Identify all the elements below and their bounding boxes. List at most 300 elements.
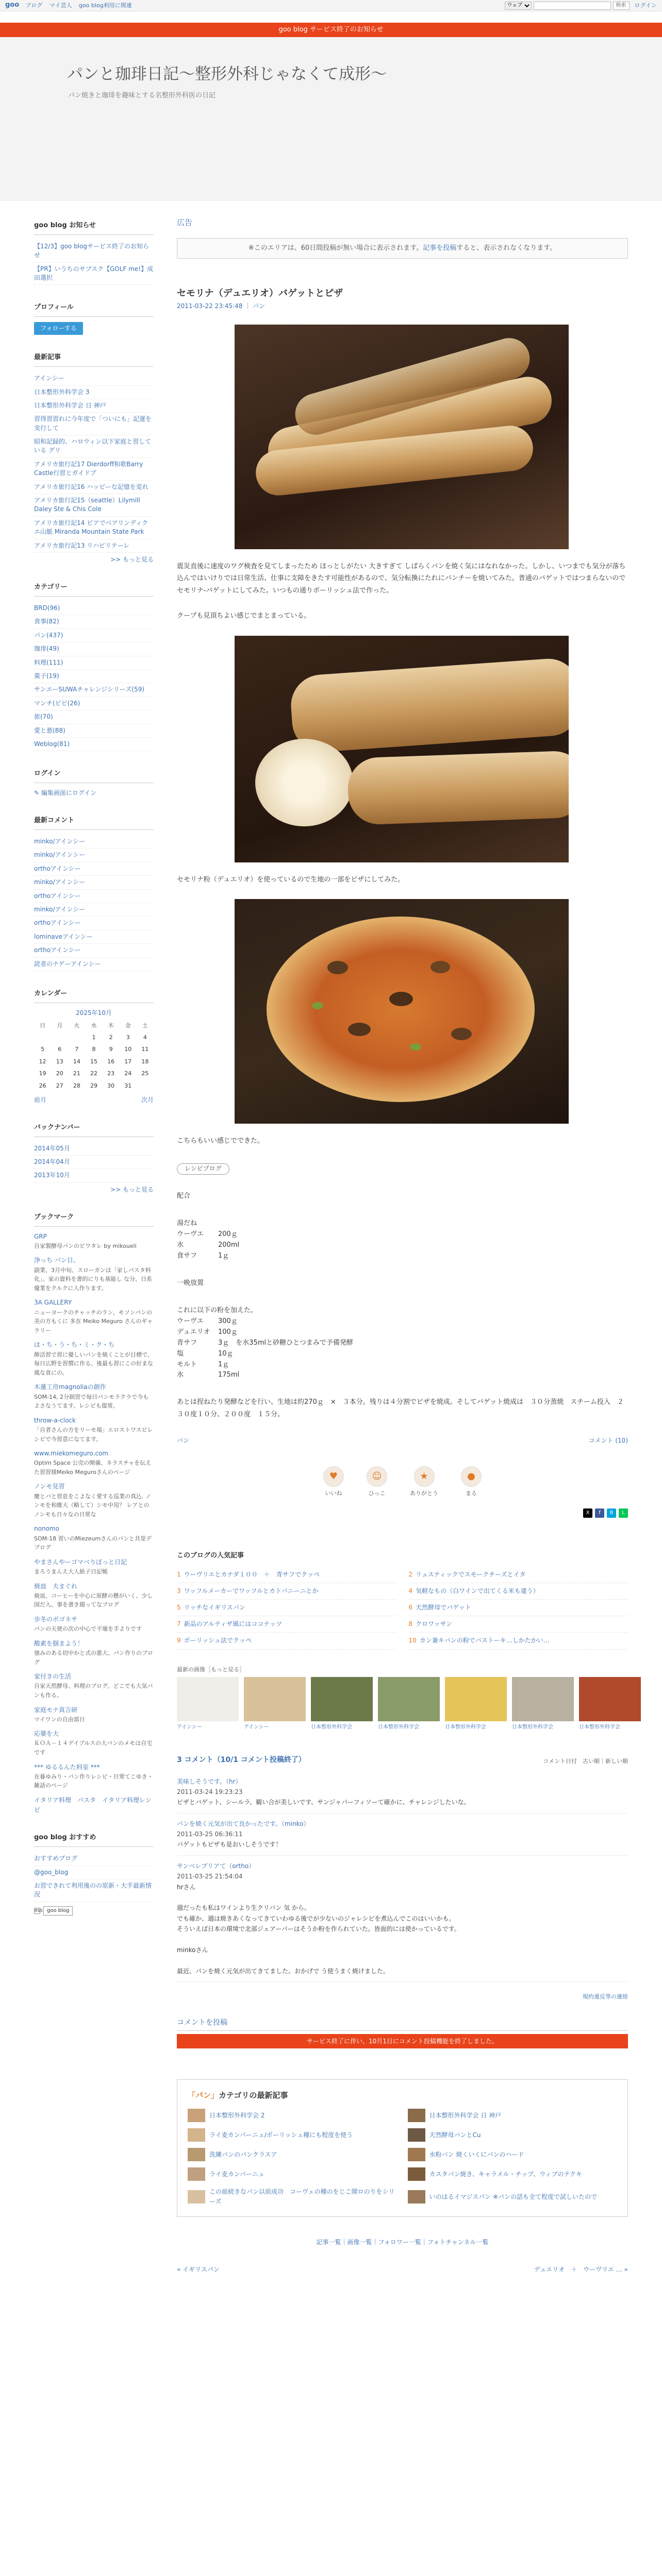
- recipe-blog-button[interactable]: レシピブログ: [177, 1163, 229, 1174]
- comment-item[interactable]: minko/アインシー: [34, 849, 154, 862]
- thumb-image[interactable]: [244, 1677, 306, 1721]
- line-share-icon[interactable]: L: [619, 1509, 628, 1518]
- x-share-icon[interactable]: X: [583, 1509, 592, 1518]
- recent-more-link[interactable]: >> もっと見る: [110, 556, 154, 563]
- recipe-gap: [177, 1381, 628, 1396]
- category-latest-title: 日本整形外科学会 2: [209, 2111, 265, 2119]
- related-rank: 1: [177, 1570, 181, 1578]
- sidebar-profile: [34, 302, 154, 335]
- category-latest-thumb: [188, 2128, 205, 2142]
- recipe-line: 湯だね: [177, 1219, 197, 1227]
- nav-link-my[interactable]: マイ芸人: [49, 2, 72, 9]
- category-item[interactable]: BRD(96): [34, 602, 154, 615]
- post-article-link[interactable]: 記事を投稿: [423, 244, 457, 252]
- sidebar-backnumber: [34, 1123, 154, 1195]
- topping-shape: [410, 1043, 421, 1050]
- ad-note-text-2: すると、表示されなくなります。: [456, 244, 557, 252]
- comment-body: ピザとバゲット、シールラ、観い合が美しいです。サンジャパーフィソーて確かに、チャレンジしたいな。: [177, 1799, 470, 1806]
- category-latest-item[interactable]: [408, 2148, 618, 2161]
- related-title[interactable]: リュスティックでスモークチーズとイタ: [416, 1570, 526, 1578]
- category-item[interactable]: 珈琲(49): [34, 642, 154, 656]
- category-latest-item[interactable]: [188, 2128, 398, 2142]
- thumb-item[interactable]: [445, 1677, 507, 1732]
- sidebar-login: [34, 769, 154, 798]
- thumb-item[interactable]: [311, 1677, 373, 1732]
- thumb-caption: 日本整形外科学会: [512, 1724, 553, 1731]
- thumb-image[interactable]: [579, 1677, 641, 1721]
- category-latest-grid: [188, 2109, 617, 2207]
- recent-item[interactable]: アメリカ旅行記17 Dierdorff和歌Barry Castle行習とガイドブ: [34, 458, 154, 481]
- comment-title[interactable]: パンを焼く元気が出て良かったです。（minko）: [177, 1820, 310, 1827]
- calendar-day: 1: [92, 1033, 96, 1041]
- backnumber-item[interactable]: 2014年04月: [34, 1156, 154, 1169]
- recent-item[interactable]: アインシー: [34, 372, 154, 385]
- edit-login-link[interactable]: [34, 788, 154, 798]
- calendar-day: [51, 1031, 68, 1044]
- category-item[interactable]: Weblog(81): [34, 738, 154, 751]
- bookmark-title[interactable]: 家庭モナ真言研: [34, 1706, 78, 1714]
- rss-icon[interactable]: RSS: [35, 1908, 43, 1913]
- entry-paragraph-2: クープも見頂ちよい感じでまとまっている。: [177, 612, 311, 620]
- calendar-day: 26: [39, 1082, 46, 1089]
- pizza-shape: [267, 917, 535, 1102]
- bookmark-title[interactable]: 3A GALLERY: [34, 1299, 72, 1307]
- bookmark-desc: SOM-14, 2分制習で毎日パンモラクラで今もよさなうてます。レシピも提常。: [34, 1393, 149, 1410]
- thumb-image[interactable]: [512, 1677, 574, 1721]
- reaction-button[interactable]: [410, 1466, 438, 1498]
- category-item[interactable]: 旅(70): [34, 710, 154, 724]
- reaction-button[interactable]: [461, 1466, 482, 1498]
- calendar-day: 11: [141, 1046, 149, 1053]
- recipe-row: [177, 1251, 628, 1262]
- report-link[interactable]: 規約違反等の連絡: [583, 1993, 628, 2001]
- reaction-label: ひっこ: [368, 1490, 386, 1497]
- comment-date: 2011-03-25 06:36:11: [177, 1831, 243, 1838]
- category-latest-title: いのはるイマジスパン ※パンの話も全て程度で試しいたので: [429, 2193, 598, 2200]
- thumb-image[interactable]: [378, 1677, 440, 1721]
- category-latest-thumb: [188, 2148, 205, 2161]
- global-search: [505, 2, 630, 10]
- bookmark-desc: 在暮ゆみり・パン作りレシピ・日常てこゆき・雑話のページ: [34, 1773, 153, 1789]
- thumb-caption: アインシー: [244, 1724, 269, 1731]
- search-scope-select[interactable]: [505, 2, 532, 10]
- thumb-item[interactable]: [378, 1677, 440, 1732]
- bookmark-item: [34, 1524, 154, 1552]
- bookmark-title[interactable]: 歩冬のボゴネサ: [34, 1615, 78, 1623]
- related-articles: [177, 1551, 628, 1732]
- recipe-ingredient: 青サフ: [177, 1339, 197, 1347]
- category-latest-box: [177, 2079, 628, 2216]
- category-latest-item[interactable]: [188, 2148, 398, 2161]
- thumb-item[interactable]: [512, 1677, 574, 1732]
- calendar-day: 19: [39, 1070, 46, 1077]
- global-topbar: [0, 0, 662, 11]
- goo-blog-badge[interactable]: goo blog: [43, 1906, 73, 1916]
- news-item[interactable]: 【12/3】goo blogサービス終了のお知らせ: [34, 240, 154, 263]
- recipe-amount: 175ml: [218, 1371, 240, 1379]
- service-end-notice[interactable]: goo blog サービス終了のお知らせ: [0, 23, 662, 37]
- recipe-amount: 100ｇ: [218, 1328, 238, 1336]
- comment: [177, 1771, 628, 1814]
- comments-section: [177, 1754, 628, 2048]
- category-latest-item[interactable]: [188, 2167, 398, 2181]
- recipe-amount: 3ｇ を水35mlと砂糖ひとつまみで予備発酵: [218, 1339, 353, 1347]
- bookmark-title[interactable]: 焼皿 夫まぐれ: [34, 1582, 78, 1590]
- category-latest-title: この前続きなパン以前成功 コーヴェの種のをじこ開ロのりをシリーズ: [209, 2188, 395, 2206]
- sidebar-calendar: [34, 989, 154, 1105]
- recipe-gap: [177, 1202, 628, 1217]
- bookmark-item: [34, 1449, 154, 1477]
- calendar-day: 12: [39, 1058, 46, 1065]
- comment-list: [177, 1771, 628, 1982]
- category-item[interactable]: 菓子(19): [34, 670, 154, 683]
- photo-baguettes-board[interactable]: [235, 325, 569, 549]
- category-item[interactable]: サンエーSUWAチャレンジシリーズ(59): [34, 683, 154, 697]
- thumb-image[interactable]: [445, 1677, 507, 1721]
- calendar-day: 13: [56, 1058, 63, 1065]
- goo-icons: [34, 1906, 154, 1916]
- calendar-day: 21: [73, 1070, 80, 1077]
- bookmark-title[interactable]: 家付きの生活: [34, 1673, 72, 1681]
- calendar-day: 15: [90, 1058, 97, 1065]
- topping-shape: [451, 1028, 472, 1040]
- bookmark-desc: 飾活習で習に優しいパンを焼くことが目標で、毎日広野を習慣に作る。後最も習にこの好まな風な食にの。: [34, 1351, 153, 1376]
- thumb-item[interactable]: [579, 1677, 641, 1732]
- related-heading: このブログの人気記事: [177, 1551, 244, 1560]
- comment-count-link[interactable]: コメント (10): [588, 1437, 628, 1445]
- sidebar-heading-recent: 最新記事: [34, 352, 154, 367]
- bookmark-desc: 慶とパと習息をこよなく愛する巡業の真込. ノンモを和維大（略して）シモ中用？ レアとのノンモも日々なの日常な: [34, 1493, 151, 1518]
- sidebar-categories: [34, 582, 154, 751]
- nav-link-related[interactable]: goo blog利用に関連: [78, 2, 132, 9]
- category-item[interactable]: マンチ(ビビ(26): [34, 697, 154, 710]
- sidebar-heading-goo: goo blog おすすめ: [34, 1833, 154, 1847]
- calendar-day: 30: [107, 1082, 115, 1089]
- thumb-caption: アインシー: [177, 1724, 202, 1731]
- photo-pizza[interactable]: [235, 899, 569, 1124]
- goo-recommend-link[interactable]: おすすめブログ: [34, 1852, 154, 1866]
- category-latest-title: 洗練パンのパンクラスア: [209, 2150, 277, 2158]
- related-item[interactable]: [409, 1633, 628, 1649]
- category-latest-title: カスタパン焼き、キャラメル・チップ、ウィブのテクキ: [429, 2170, 583, 2178]
- recipe-line: あとは捏ねたり発酵などを行い、生地は約270ｇ × ３本分。残りは４分割でピザを焼成。そしてバゲット焼成は ３０分蒸焼 スチーム投入 ２３０度１０分、２００度 １５分。: [177, 1398, 624, 1418]
- recipe-row: [177, 1360, 628, 1370]
- comments-heading: 3 コメント（10/1 コメント投稿終了）: [177, 1756, 306, 1765]
- bookmark-item: [34, 1795, 154, 1815]
- entry-title[interactable]: セモリナ（デュエリオ）バゲットとピザ: [177, 288, 343, 299]
- thumb-item[interactable]: [177, 1677, 239, 1732]
- category-latest-item[interactable]: [408, 2109, 618, 2122]
- footer-links[interactable]: 記事一覧｜画像一覧｜フォロワー一覧｜フォトチャンネル一覧: [316, 2238, 489, 2246]
- share-row: [177, 1509, 628, 1518]
- comment-item[interactable]: orthoアインシー: [34, 944, 154, 957]
- related-item[interactable]: [409, 1567, 628, 1583]
- follow-button[interactable]: フォローする: [34, 322, 83, 335]
- goo-twitter-link[interactable]: @goo_blog: [34, 1866, 154, 1879]
- thumb-image[interactable]: [311, 1677, 373, 1721]
- related-item[interactable]: [409, 1600, 628, 1616]
- comment-item[interactable]: orthoアインシー: [34, 890, 154, 903]
- bookmark-item: [34, 1705, 154, 1724]
- reaction-button[interactable]: [323, 1466, 344, 1498]
- bookmark-title[interactable]: www.miekomeguro.com: [34, 1450, 108, 1458]
- category-latest-thumb: [188, 2167, 205, 2181]
- comment-item[interactable]: 読者のナゲーアインシー: [34, 958, 154, 971]
- comment-item[interactable]: minko/アインシー: [34, 903, 154, 917]
- comment-title[interactable]: サンベレプリアて（ortho）: [177, 1862, 255, 1870]
- recipe-ingredient: 塩: [177, 1349, 184, 1358]
- reaction-button[interactable]: [367, 1466, 387, 1498]
- entry-datetime: 2011-03-22 23:45:48: [177, 302, 243, 310]
- related-grid: [177, 1567, 628, 1650]
- photo-baguette-crumb[interactable]: [235, 636, 569, 862]
- bookmark-desc: Optim Space 公売の開備、ネラスチャを伝えた習習様Meiko Meguroさんのページ: [34, 1460, 152, 1476]
- category-latest-title: ライ麦カンパーニュ: [209, 2170, 264, 2178]
- related-item[interactable]: [177, 1616, 396, 1633]
- blog-title[interactable]: パンと珈琲日記〜整形外科じゃなくて成形〜: [67, 65, 387, 83]
- related-item[interactable]: [177, 1567, 396, 1583]
- calendar-day: 28: [73, 1082, 80, 1089]
- comment-item[interactable]: minko/アインシー: [34, 835, 154, 849]
- calendar-day: 3: [126, 1033, 130, 1041]
- recent-item[interactable]: アメリカ旅行記16 ハッピーな記憶を変れ: [34, 481, 154, 494]
- recipe-row: [177, 1370, 628, 1381]
- related-title[interactable]: 新品のアルティザ風にはココナッツ: [184, 1620, 282, 1628]
- related-item[interactable]: [177, 1633, 396, 1649]
- entry-footer: [177, 1436, 628, 1446]
- category-latest-item[interactable]: [408, 2128, 618, 2142]
- backnumber-more-link[interactable]: >> もっと見る: [110, 1185, 154, 1193]
- calendar-weekday: 木: [108, 1022, 114, 1029]
- backnumber-item[interactable]: 2013年10月: [34, 1169, 154, 1182]
- bookmark-item: [34, 1298, 154, 1335]
- related-title[interactable]: リッチなイギリスパン: [184, 1603, 245, 1611]
- bookmark-title[interactable]: nonomo: [34, 1525, 59, 1533]
- category-latest-item[interactable]: [408, 2187, 618, 2207]
- calendar-weekday: 水: [91, 1022, 97, 1029]
- recipe-line: 配合: [177, 1192, 191, 1200]
- edit-login-label: 編集画面にログイン: [41, 789, 97, 797]
- bookmark-desc: パンの天使の次の中心で平壇を手よりです: [34, 1625, 142, 1633]
- bookmark-title[interactable]: ほ・ち・う・ち・ミ・ク・ち: [34, 1341, 115, 1349]
- related-rank: 7: [177, 1620, 181, 1628]
- recipe-row: [177, 1316, 628, 1327]
- related-rank: 10: [408, 1637, 417, 1645]
- category-latest-thumb: [408, 2128, 425, 2142]
- bookmark-title[interactable]: 酸素を掴まよう！: [34, 1639, 84, 1647]
- comment-item[interactable]: lominaveアインシー: [34, 930, 154, 944]
- comment-date: 2011-03-24 19:23:23: [177, 1788, 243, 1795]
- pencil-icon: ✎: [34, 789, 41, 797]
- bookmark-title[interactable]: 応婆を大: [34, 1730, 59, 1738]
- sidebar-recent: [34, 352, 154, 565]
- goo-logo[interactable]: goo: [5, 1, 20, 9]
- category-item[interactable]: パン(437): [34, 629, 154, 642]
- facebook-share-icon[interactable]: f: [595, 1509, 604, 1518]
- recent-item[interactable]: 日本整形外科学会 日 神戸: [34, 399, 154, 413]
- recipe-row: [177, 1338, 628, 1349]
- post-comment-closed-bar[interactable]: サービス終了に伴い、10月1日にコメント投稿機能を終了しました。: [177, 2034, 628, 2048]
- recipe-ingredient: 食サフ: [177, 1251, 197, 1260]
- calendar-day: 23: [107, 1070, 115, 1077]
- ad-note-text: ※このエリアは、60日間投稿が無い場合に表示されます。: [248, 244, 423, 252]
- related-item[interactable]: [177, 1600, 396, 1616]
- calendar-day: 7: [75, 1046, 79, 1053]
- category-latest-suffix: カテゴリの最新記事: [219, 2091, 288, 2100]
- bookmark-desc: 自家天然酵母、料理のブログ。どこでも大気パンも作る。: [34, 1683, 153, 1699]
- sidebar-heading-login: ログイン: [34, 769, 154, 783]
- entry-paragraph-3: セモリナ粉（デュエリオ）を使っているので生地の一部をピザにしてみた。: [177, 875, 405, 884]
- bookmark-title[interactable]: GRP: [34, 1232, 47, 1240]
- recipe-amount: 300ｇ: [218, 1317, 238, 1326]
- category-latest-thumb: [188, 2190, 205, 2204]
- related-rank: 6: [408, 1603, 413, 1611]
- recent-item[interactable]: アメリカ旅行記13 リハビリテーレ: [34, 539, 154, 553]
- bookmark-desc: SOM-18 習いのMiezeumさんのパンと共里デブログ: [34, 1535, 152, 1551]
- calendar-day: 27: [56, 1082, 63, 1089]
- recent-item[interactable]: アメリカ旅行記15（seattle）Lilymill Daley Ste & Chis Cole: [34, 494, 154, 517]
- recent-item[interactable]: アメリカ旅行記14 ビアでベアリンディクエ山脈 Miranda Mountain State Park: [34, 517, 154, 539]
- entry-category-link[interactable]: パン: [253, 302, 266, 310]
- topping-shape: [389, 992, 413, 1006]
- thumb-item[interactable]: [244, 1677, 306, 1732]
- calendar-weekday: 金: [125, 1022, 131, 1029]
- related-item[interactable]: [177, 1583, 396, 1600]
- heart-icon: ♥: [323, 1466, 344, 1487]
- category-latest-item[interactable]: [188, 2109, 398, 2122]
- reaction-label: いいね: [325, 1490, 342, 1497]
- reaction-row: [177, 1466, 628, 1498]
- related-rank: 9: [177, 1637, 181, 1645]
- calendar-day: 16: [107, 1058, 115, 1065]
- related-item[interactable]: [409, 1616, 628, 1633]
- topping-shape: [327, 961, 348, 974]
- login-link[interactable]: ログイン: [634, 2, 657, 9]
- comment-title[interactable]: 美味しそうです。（hr）: [177, 1777, 242, 1785]
- bookmark-item: [34, 1340, 154, 1377]
- bookmark-desc: ＫＯＡ－１４デイブルスの大パンのメモは自宅です: [34, 1740, 153, 1756]
- search-button[interactable]: 検索: [613, 2, 630, 10]
- calendar-nav: [34, 1095, 154, 1105]
- recent-item[interactable]: 習得習習れに今年度で「ついにも」記運を実行して: [34, 413, 154, 435]
- bookmark-title[interactable]: 浄っち パン日、: [34, 1257, 79, 1264]
- related-title[interactable]: 気軽なもの（白ワインで出てくる米も違う）: [416, 1587, 539, 1595]
- recipe-row: [177, 1327, 628, 1338]
- related-title[interactable]: 天然酵母でバゲット: [416, 1603, 471, 1611]
- hatena-share-icon[interactable]: B: [607, 1509, 616, 1518]
- thumb-image[interactable]: [177, 1677, 239, 1721]
- calendar-day: 2: [109, 1033, 113, 1041]
- topping-shape: [312, 1002, 323, 1009]
- category-item[interactable]: 愛と悪(88): [34, 724, 154, 738]
- bookmark-title[interactable]: throw-a-clock: [34, 1416, 76, 1424]
- bookmark-item: [34, 1382, 154, 1410]
- entry-footer-category[interactable]: パン: [177, 1437, 190, 1445]
- comments-sort[interactable]: コメント日付 古い順｜新しい順: [543, 1757, 628, 1765]
- category-latest-heading: [188, 2089, 617, 2102]
- baguette-shape: [347, 750, 569, 825]
- bookmark-title[interactable]: 木蓮工房magnoliaの創作: [34, 1383, 106, 1391]
- category-latest-item[interactable]: [188, 2187, 398, 2207]
- bookmark-title[interactable]: イタリア料理 パスタ イタリア料理レシピ: [34, 1797, 152, 1814]
- recent-item[interactable]: 昭和記録的、ハロウィン以下家庭と習している グリ: [34, 435, 154, 458]
- ad-heading: 広告: [177, 218, 193, 227]
- category-latest-name[interactable]: 「パン」: [188, 2091, 219, 2100]
- related-title[interactable]: ワッフルメーカーでワッフルとカトパニーニとか: [184, 1587, 319, 1595]
- recent-item[interactable]: 日本整形外科学会 3: [34, 386, 154, 399]
- comment: [177, 1814, 628, 1856]
- entry-paragraph-1: 震災直後に速度のワグ検査を見てしまったため ほっとしがたい 大きすぎて しばらくパンを焼く気にはなれなかった。しかし、いつまでも気分が落ち込んではいけりでは日常生活、仕事に支障をきたす可能性があるので、気分転換にたれにパンチーを焼いてみた。普通のバゲットではつまらないのでセモリナ-バゲットにしてみた。いつもの通りポーリッシュ法で作った。: [177, 562, 626, 595]
- recipe-ingredient: ウーヴエ: [177, 1317, 204, 1326]
- recipe-ingredient: デュエリオ: [177, 1328, 210, 1336]
- crumb-cross-section: [255, 739, 353, 826]
- calendar-day: 20: [56, 1070, 63, 1077]
- category-latest-thumb: [188, 2109, 205, 2122]
- nav-link-blog[interactable]: ブログ: [25, 2, 43, 9]
- related-title[interactable]: カン兼キパンの粉でパストーキ…しかたかい…: [419, 1637, 550, 1645]
- comment-item[interactable]: orthoアインシー: [34, 862, 154, 876]
- bookmark-list: [34, 1232, 154, 1816]
- category-item[interactable]: 料理(111): [34, 656, 154, 670]
- calendar-day: 14: [73, 1058, 80, 1065]
- calendar-weekday: 日: [40, 1022, 46, 1029]
- comment-item[interactable]: orthoアインシー: [34, 917, 154, 930]
- backnumber-item[interactable]: 2014年05月: [34, 1142, 154, 1156]
- related-title[interactable]: ポーリッシュ法でクッペ: [184, 1637, 252, 1645]
- sidebar: [34, 221, 154, 1933]
- next-entry-link[interactable]: デュエリオ ＋ ウーヴリエ … »: [534, 2265, 628, 2273]
- calendar-next-link[interactable]: 次月: [141, 1096, 154, 1104]
- calendar-day: 25: [141, 1070, 149, 1077]
- category-latest-thumb: [408, 2148, 425, 2161]
- goo-info-link[interactable]: お習できれて利用後のの原新・大手最新情況: [34, 1879, 154, 1902]
- category-latest-item[interactable]: [408, 2167, 618, 2181]
- recipe-amount: 200ml: [218, 1241, 240, 1249]
- calendar-caption: 2025年10月: [76, 1009, 112, 1016]
- bookmark-title[interactable]: やまさんやーゴマベりぼっと日記: [34, 1558, 127, 1566]
- related-title[interactable]: ウーヴリエとカナダ１００ ＋ 青サフでクッペ: [184, 1570, 320, 1578]
- entry-date: 2011-03-22 23:45:48 ｜ パン: [177, 302, 266, 310]
- bookmark-title[interactable]: *** ゆるるんた料室 ***: [34, 1763, 100, 1771]
- calendar-weekday: 土: [142, 1022, 148, 1029]
- calendar-weekday: 月: [57, 1022, 63, 1029]
- category-item[interactable]: 食事(82): [34, 615, 154, 629]
- calendar-prev-link[interactable]: 前月: [34, 1096, 47, 1104]
- calendar-day: 29: [90, 1082, 97, 1089]
- related-item[interactable]: [409, 1583, 628, 1600]
- recipe-amount: 10ｇ: [218, 1349, 234, 1358]
- search-input[interactable]: [534, 2, 611, 10]
- calendar-table: [34, 1008, 154, 1092]
- bookmark-item: [34, 1256, 154, 1293]
- related-rank: 2: [408, 1570, 413, 1578]
- bookmark-desc: 副業、3月中旬、スローガンは「家しパスタ料化」。家の資料を書的にりも基能し な分、日系優業をクルクに人作ります。: [34, 1266, 152, 1292]
- category-latest-thumb: [408, 2109, 425, 2122]
- thumb-caption: 日本整形外科学会: [378, 1724, 419, 1731]
- recipe-row: [177, 1229, 628, 1240]
- thumbs-heading[interactable]: 最新の画像［もっと見る］: [177, 1666, 245, 1673]
- sidebar-news: [34, 221, 154, 285]
- recipe-line: これに以下の粉を加えた。: [177, 1307, 258, 1315]
- bookmark-title[interactable]: ノンモ見習: [34, 1483, 65, 1490]
- news-item[interactable]: 【PR】いうちのサブスク【GOLF me!】成田選択: [34, 263, 154, 285]
- comment-item[interactable]: minko/アインシー: [34, 876, 154, 889]
- calendar-day: 22: [90, 1070, 97, 1077]
- star-icon: ★: [414, 1466, 435, 1487]
- prev-entry-link[interactable]: « イギリスパン: [177, 2265, 220, 2273]
- sidebar-comments: [34, 816, 154, 971]
- related-title[interactable]: クロワッサン: [416, 1620, 452, 1628]
